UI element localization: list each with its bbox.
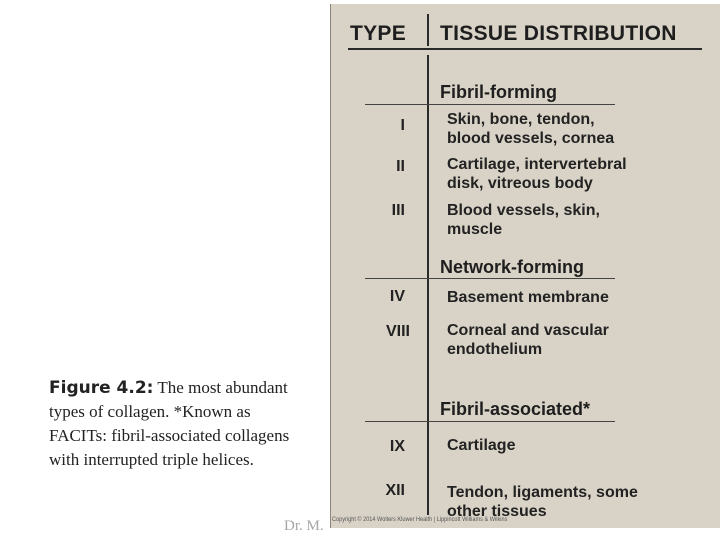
collagen-types-table bbox=[330, 4, 720, 528]
header-tissue-distribution: TISSUE DISTRIBUTION bbox=[440, 22, 677, 45]
row-type: VIII bbox=[385, 323, 410, 340]
group-rule bbox=[365, 278, 615, 279]
footer-author: Dr. M. bbox=[284, 518, 324, 534]
row-type: IX bbox=[389, 438, 405, 455]
figure-caption bbox=[49, 376, 294, 472]
group-label-network-forming: Network-forming bbox=[440, 257, 584, 277]
group-rule bbox=[365, 421, 615, 422]
row-tissue: Tendon, ligaments, some other tissues bbox=[447, 484, 638, 520]
row-tissue: Corneal and vascular endothelium bbox=[447, 322, 609, 358]
row-tissue: Blood vessels, skin, muscle bbox=[447, 202, 600, 238]
column-divider bbox=[427, 55, 429, 515]
group-rule bbox=[365, 104, 615, 105]
copyright-notice: Copyright © 2014 Wolters Kluwer Health | Lippincott Williams & Wilkins bbox=[332, 517, 508, 523]
row-tissue: Basement membrane bbox=[447, 289, 609, 306]
figure-label: Figure 4.2: bbox=[49, 378, 154, 398]
row-tissue: Cartilage bbox=[447, 437, 516, 454]
row-type: XII bbox=[385, 482, 405, 499]
row-type: I bbox=[400, 117, 405, 134]
row-tissue: Cartilage, intervertebral disk, vitreous body bbox=[447, 156, 627, 192]
caption-text: The most abundant types of collagen. *Known as FACITs: fibril-associated collagens with interrupted triple helices. bbox=[49, 378, 290, 469]
header-rule bbox=[348, 48, 702, 50]
header-divider bbox=[427, 14, 429, 46]
group-label-fibril-forming: Fibril-forming bbox=[440, 82, 557, 102]
row-tissue: Skin, bone, tendon, blood vessels, cornea bbox=[447, 111, 615, 147]
row-type: IV bbox=[389, 288, 405, 305]
row-type: III bbox=[391, 202, 405, 219]
header-type: TYPE bbox=[350, 22, 407, 45]
group-label-fibril-associated: Fibril-associated* bbox=[440, 399, 591, 419]
row-type: II bbox=[396, 158, 405, 175]
